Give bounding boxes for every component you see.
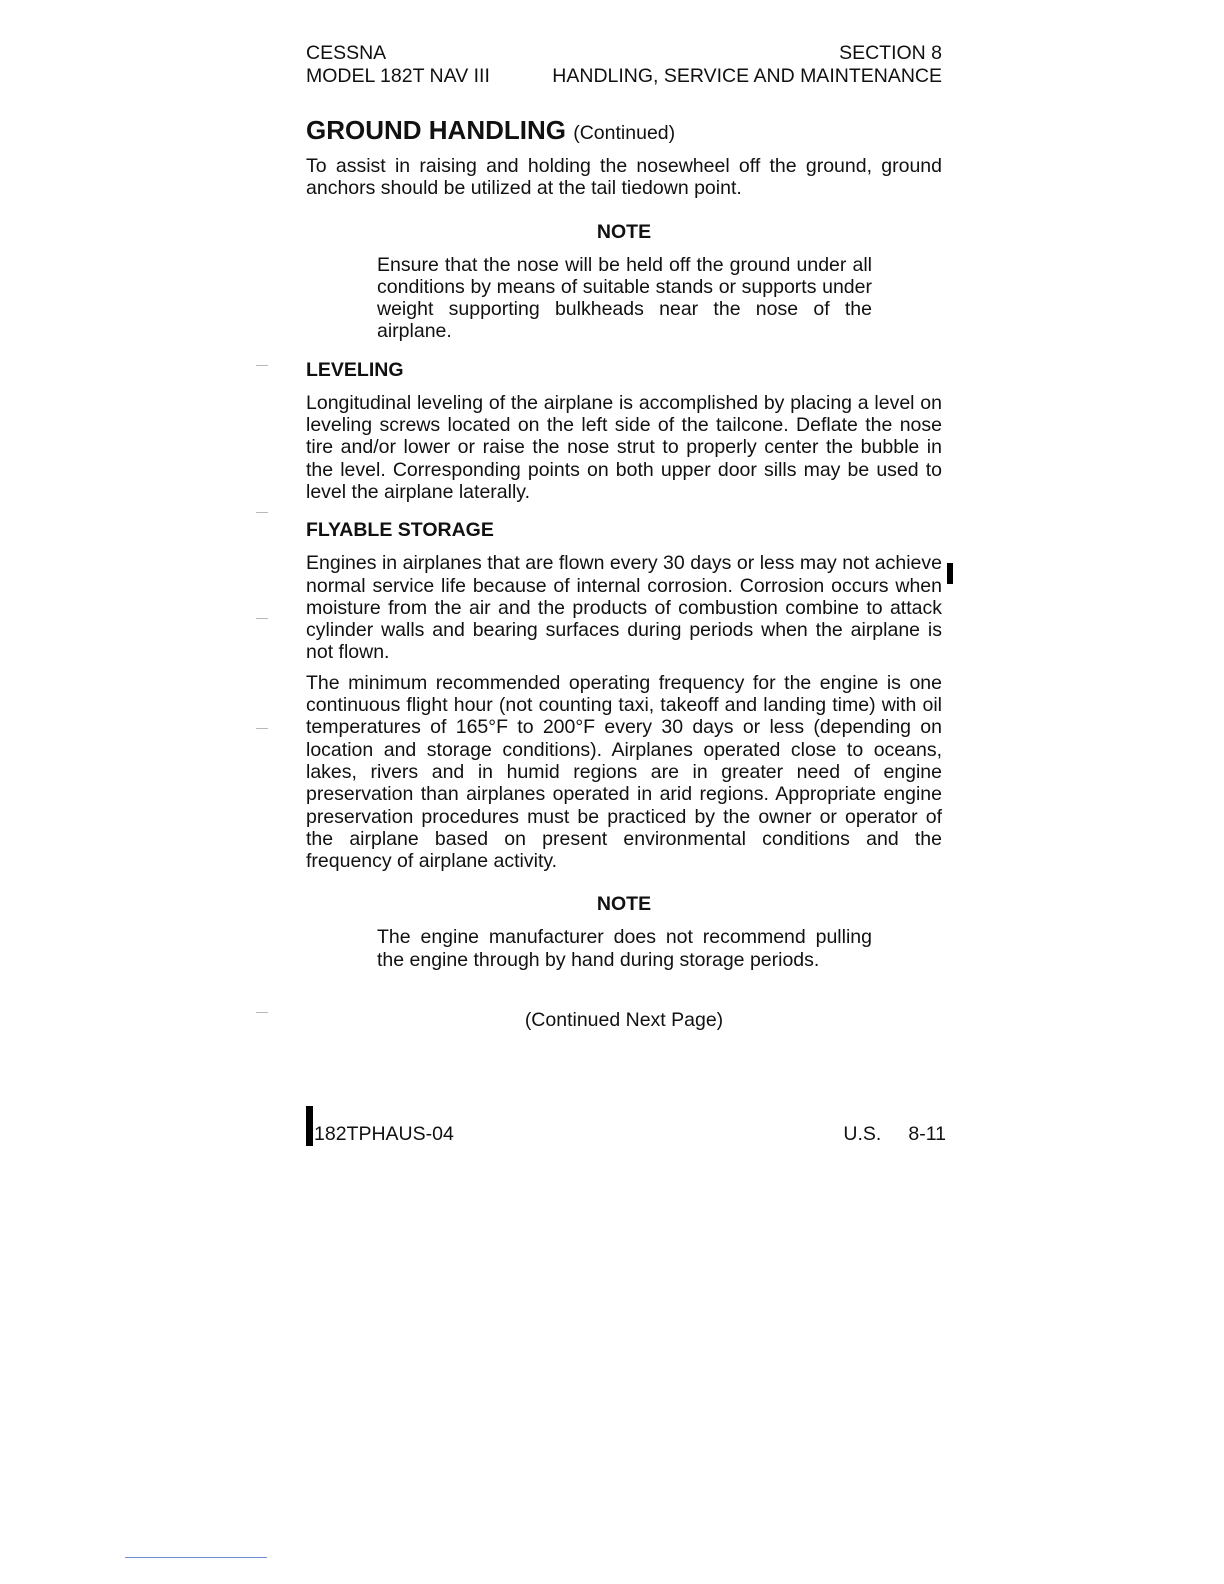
intro-paragraph: To assist in raising and holding the nosewheel off the ground, ground anchors should be utilized at the tail tiedown point.: [306, 155, 942, 200]
running-header: [306, 42, 942, 88]
footer-left: [306, 1106, 454, 1146]
margin-mark: [256, 1012, 268, 1013]
footer-right: [843, 1123, 946, 1146]
page-footer: [306, 1106, 946, 1146]
margin-mark: [256, 512, 268, 513]
note-heading: NOTE: [596, 220, 652, 243]
flyable-storage-paragraph-1: Engines in airplanes that are flown every 30 days or less may not achieve normal service life because of internal corrosion. Corrosion occurs when moisture from the air and the products of combustion combine to attack cylinder walls and bearing surfaces during periods when the airplane is not flown.: [306, 552, 942, 664]
header-section-title: HANDLING, SERVICE AND MAINTENANCE: [552, 65, 942, 87]
bottom-rule: [125, 1557, 267, 1558]
leveling-heading: LEVELING: [306, 358, 404, 381]
flyable-storage-paragraph-2: The minimum recommended operating frequency for the engine is one continuous flight hour (not counting taxi, takeoff and landing time) with oil temperatures of 165°F to 200°F every 30 days or less (depending on location and storage conditions). Airplanes operated close to oceans, lakes, rivers and in humid regions are in greater need of engine preservation than airplanes operated in arid regions. Appropriate engine preservation procedures must be practiced by the owner or operator of the airplane based on present environmental conditions and the frequency of airplane activity.: [306, 671, 942, 873]
revision-change-bar-footer: [306, 1106, 313, 1146]
note-text-2: The engine manufacturer does not recommend pulling the engine through by hand during storage periods.: [377, 926, 872, 971]
footer-page-number: 8-11: [908, 1123, 946, 1145]
continued-next-page: (Continued Next Page): [524, 1009, 724, 1032]
header-model: MODEL 182T NAV III: [306, 65, 490, 87]
document-page: [306, 42, 942, 1032]
margin-mark: [256, 618, 268, 619]
page-title: [306, 114, 942, 149]
header-manufacturer: CESSNA: [306, 42, 387, 64]
note-text: Ensure that the nose will be held off the ground under all conditions by means of suitable stands or supports under weight supporting bulkheads near the nose of the airplane.: [377, 253, 872, 343]
footer-doc-id: 182TPHAUS-04: [314, 1123, 454, 1145]
leveling-paragraph: Longitudinal leveling of the airplane is accomplished by placing a level on leveling screws located on the left side of the tailcone. Deflate the nose tire and/or lower or raise the nose strut to properly center the bubble in the level. Corresponding points on both upper door sills may be used to level the airplane laterally.: [306, 391, 942, 503]
revision-change-bar: [947, 563, 953, 584]
title-main: GROUND HANDLING: [306, 115, 566, 145]
margin-mark: [256, 728, 268, 729]
flyable-storage-heading: FLYABLE STORAGE: [306, 519, 494, 542]
footer-country: U.S.: [843, 1123, 882, 1145]
title-suffix: (Continued): [573, 122, 676, 144]
header-section: SECTION 8: [839, 42, 942, 64]
margin-mark: [256, 365, 268, 366]
note-heading-2: NOTE: [596, 893, 652, 916]
